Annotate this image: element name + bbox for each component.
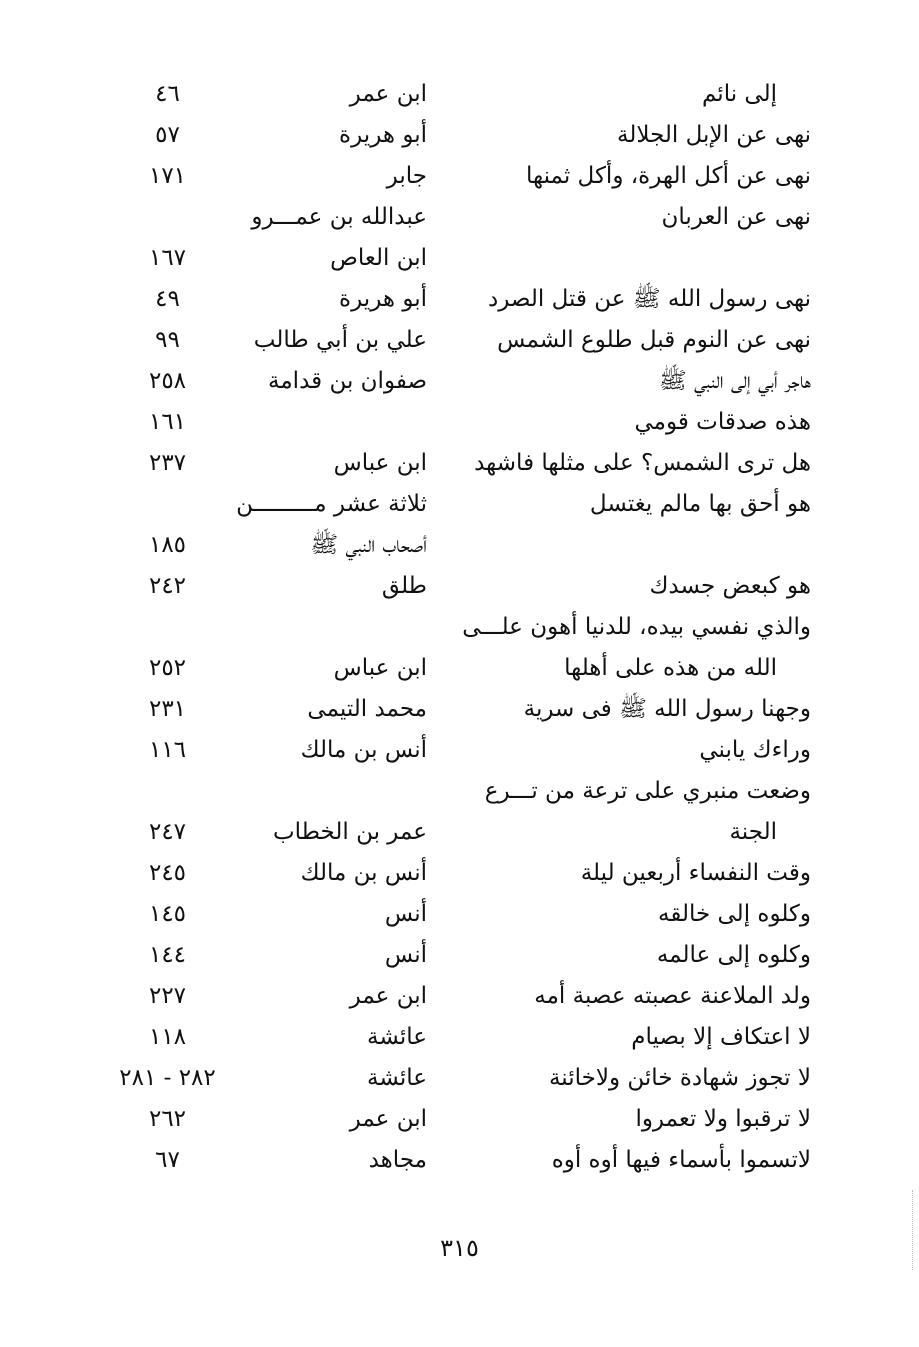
hadith-text: نهى عن أكل الهرة، وأكل ثمنها xyxy=(526,163,811,189)
index-row xyxy=(0,320,919,361)
narrator-name: ابن عمر xyxy=(349,1106,427,1132)
page-reference: ٢٤٢ xyxy=(148,573,187,599)
narrator-name: أنس xyxy=(384,901,427,927)
index-row xyxy=(0,1017,919,1058)
page-reference: ١١٨ xyxy=(148,1024,187,1050)
hadith-text: إلى نائم xyxy=(702,81,777,107)
narrator-name: عمر بن الخطاب xyxy=(272,819,427,845)
page-reference: ٢٢٧ xyxy=(148,983,187,1009)
page-reference: ٤٩ xyxy=(155,286,180,312)
index-row xyxy=(0,689,919,730)
index-row xyxy=(0,648,919,689)
narrator-name: جابر xyxy=(386,163,427,189)
index-row xyxy=(0,812,919,853)
narrator-name: صفوان بن قدامة xyxy=(268,368,427,394)
page-reference: ٢٣١ xyxy=(148,696,187,722)
hadith-text: هذه صدقات قومي xyxy=(634,409,811,435)
narrator-name: علي بن أبي طالب xyxy=(253,327,427,353)
page-reference: ٢٨٢ - ٢٨١ xyxy=(119,1065,216,1091)
index-row xyxy=(0,443,919,484)
narrator-name: أنس xyxy=(384,942,427,968)
page-reference: ٢٤٥ xyxy=(148,860,187,886)
hadith-index-table xyxy=(0,74,919,1181)
hadith-text: لاتسموا بأسماء فيها أوه أوه xyxy=(551,1147,811,1173)
hadith-text: هو كبعض جسدك xyxy=(649,573,811,599)
narrator-name: أبو هريرة xyxy=(339,122,427,148)
narrator-name: ابن عباس xyxy=(333,450,427,476)
index-row xyxy=(0,894,919,935)
narrator-name: ابن عمر xyxy=(349,983,427,1009)
hadith-text: الجنة xyxy=(729,819,777,845)
index-row xyxy=(0,730,919,771)
index-row xyxy=(0,197,919,238)
hadith-text: هاجر أبي إلى النبي ﷺ xyxy=(658,368,811,394)
index-row xyxy=(0,1099,919,1140)
page-reference: ١٤٤ xyxy=(148,942,187,968)
index-row xyxy=(0,484,919,525)
index-row xyxy=(0,238,919,279)
index-row xyxy=(0,156,919,197)
narrator-name: أنس بن مالك xyxy=(300,860,427,886)
index-row xyxy=(0,566,919,607)
page-reference: ٦٧ xyxy=(155,1147,180,1173)
index-row xyxy=(0,402,919,443)
narrator-name: أصحاب النبي ﷺ xyxy=(310,532,427,558)
page-reference: ٢٤٧ xyxy=(148,819,187,845)
narrator-name: ثلاثة عشر مـــــــــن xyxy=(236,491,427,517)
narrator-name: أنس بن مالك xyxy=(300,737,427,763)
hadith-text: لا تجوز شهادة خائن ولاخائنة xyxy=(548,1065,811,1091)
page-reference: ٢٦٢ xyxy=(148,1106,187,1132)
page-reference: ٢٥٢ xyxy=(148,655,187,681)
hadith-text: نهى رسول الله ﷺ عن قتل الصرد xyxy=(488,286,811,312)
page-reference: ١٤٥ xyxy=(148,901,187,927)
hadith-text: وضعت منبري على ترعة من تـــرع xyxy=(484,778,811,804)
hadith-text: هل ترى الشمس؟ على مثلها فاشهد xyxy=(474,450,811,476)
narrator-name: ابن العاص xyxy=(330,245,427,271)
narrator-name: ابن عمر xyxy=(349,81,427,107)
hadith-text: وراءك يابني xyxy=(699,737,811,763)
page-reference: ٢٥٨ xyxy=(148,368,187,394)
narrator-name: مجاهد xyxy=(368,1147,427,1173)
page-reference: ٥٧ xyxy=(155,122,180,148)
page-reference: ١٦١ xyxy=(148,409,187,435)
hadith-text: هو أحق بها مالم يغتسل xyxy=(589,491,811,517)
index-row xyxy=(0,853,919,894)
page-reference: ١٧١ xyxy=(148,163,187,189)
narrator-name: عائشة xyxy=(367,1024,427,1050)
page-reference: ٤٦ xyxy=(155,81,180,107)
hadith-text: نهى عن الإبل الجلالة xyxy=(617,122,811,148)
index-row xyxy=(0,771,919,812)
page-reference: ١٦٧ xyxy=(148,245,187,271)
index-row xyxy=(0,935,919,976)
index-row xyxy=(0,607,919,648)
hadith-text: وقت النفساء أربعين ليلة xyxy=(580,860,811,886)
index-row xyxy=(0,279,919,320)
index-row xyxy=(0,976,919,1017)
index-row xyxy=(0,115,919,156)
index-row xyxy=(0,361,919,402)
narrator-name: محمد التيمى xyxy=(307,696,427,722)
hadith-text: وكلوه إلى خالقه xyxy=(658,901,811,927)
page-reference: ١١٦ xyxy=(148,737,187,763)
narrator-name: أبو هريرة xyxy=(339,286,427,312)
index-row xyxy=(0,1140,919,1181)
hadith-text: ولد الملاعنة عصبته عصبة أمه xyxy=(534,983,811,1009)
narrator-name: طلق xyxy=(381,573,427,599)
narrator-name: عائشة xyxy=(367,1065,427,1091)
hadith-text: لا ترقبوا ولا تعمروا xyxy=(635,1106,811,1132)
narrator-name: عبدالله بن عمـــرو xyxy=(251,204,427,230)
page-reference: ٩٩ xyxy=(155,327,180,353)
hadith-text: وجهنا رسول الله ﷺ فى سرية xyxy=(523,696,811,722)
index-row xyxy=(0,74,919,115)
index-row xyxy=(0,525,919,566)
hadith-text: لا اعتكاف إلا بصيام xyxy=(631,1024,811,1050)
hadith-text: نهى عن النوم قبل طلوع الشمس xyxy=(497,327,811,353)
page-reference: ١٨٥ xyxy=(148,532,187,558)
hadith-text: وكلوه إلى عالمه xyxy=(656,942,811,968)
page-reference: ٢٣٧ xyxy=(148,450,187,476)
narrator-name: ابن عباس xyxy=(333,655,427,681)
hadith-text: نهى عن العربان xyxy=(661,204,811,230)
index-row xyxy=(0,1058,919,1099)
hadith-text: الله من هذه على أهلها xyxy=(564,655,777,681)
scan-edge-mark xyxy=(910,1190,913,1270)
page-number: ٣١٥ xyxy=(440,1234,479,1262)
hadith-text: والذي نفسي بيده، للدنيا أهون علـــى xyxy=(462,614,811,640)
